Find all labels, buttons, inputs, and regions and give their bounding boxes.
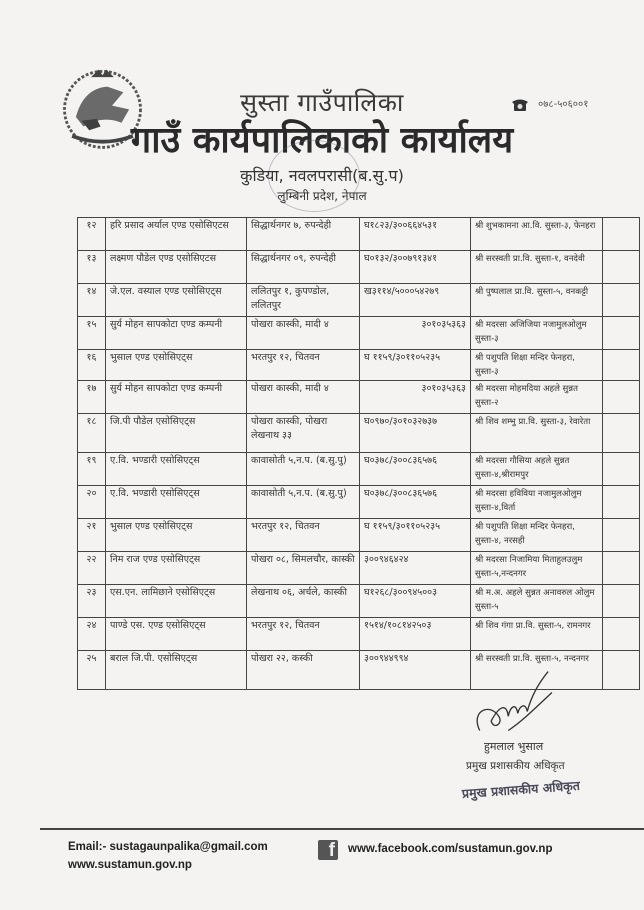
table-row bbox=[78, 519, 640, 552]
telephone-icon bbox=[512, 98, 528, 112]
auditor-name-cell: हरि प्रसाद अर्याल एण्ड एसोसिएटस bbox=[106, 218, 247, 251]
school-name-cell: श्री मदरसा मोहमदिया अहले सुन्नत सुस्ता-२ bbox=[471, 381, 603, 414]
table-row bbox=[78, 618, 640, 651]
auditor-address-cell: पोखरा कास्की, मादी ४ bbox=[247, 381, 360, 414]
school-name-cell: श्री शिव गंगा प्रा.वि. सुस्ता-५, रामनगर bbox=[471, 618, 603, 651]
table-row bbox=[78, 284, 640, 317]
table-row bbox=[78, 218, 640, 251]
table-row bbox=[78, 350, 640, 381]
serial-number-cell: १३ bbox=[78, 251, 106, 284]
remarks-cell bbox=[603, 651, 640, 690]
remarks-cell bbox=[603, 414, 640, 453]
school-name-cell: श्री पशुपति शिक्षा मन्दिर फेनहरा, सुस्ता-३ bbox=[471, 350, 603, 381]
registration-number-cell: ख३११४/५०००५४२७९ bbox=[360, 284, 471, 317]
remarks-cell bbox=[603, 284, 640, 317]
remarks-cell bbox=[603, 585, 640, 618]
registration-number-cell: घ०१३२/३००७९१३४१ bbox=[360, 251, 471, 284]
table-row bbox=[78, 453, 640, 486]
auditor-address-cell: लेखनाथ ०६, अर्चले, कास्की bbox=[247, 585, 360, 618]
registration-number-cell: घ०३७८/३००८३६५७६ bbox=[360, 453, 471, 486]
remarks-cell bbox=[603, 552, 640, 585]
auditor-address-cell: कावासोती ५,न.प. (ब.सु.पु) bbox=[247, 486, 360, 519]
address-line-1: कुडिया, नवलपरासी(ब.सु.प) bbox=[240, 166, 404, 185]
remarks-cell bbox=[603, 218, 640, 251]
auditor-address-cell: पोखरा २२, कस्की bbox=[247, 651, 360, 690]
table-row bbox=[78, 381, 640, 414]
registration-number-cell: ३००९४४९९४ bbox=[360, 651, 471, 690]
serial-number-cell: १६ bbox=[78, 350, 106, 381]
auditor-name-cell: ए.वि. भण्डारी एसोसिएट्स bbox=[106, 486, 247, 519]
auditor-name-cell: निम राज एण्ड एसोसिएट्स bbox=[106, 552, 247, 585]
signer-title: प्रमुख प्रशासकीय अधिकृत bbox=[466, 760, 565, 772]
auditor-assignment-table bbox=[77, 217, 640, 690]
serial-number-cell: १४ bbox=[78, 284, 106, 317]
school-name-cell: श्री मदरसा निजामिया मिताहुलउलुम सुस्ता-५,नन्दनगर bbox=[471, 552, 603, 585]
school-name-cell: श्री मदरसा हविविया नजामुलओलुम सुस्ता-४,विर्ता bbox=[471, 486, 603, 519]
auditor-name-cell: पाण्डे एस. एण्ड एसोसिएट्स bbox=[106, 618, 247, 651]
table-row bbox=[78, 317, 640, 350]
serial-number-cell: १२ bbox=[78, 218, 106, 251]
school-name-cell: श्री मदरसा अजिजिया नजामुलओलुम सुस्ता-३ bbox=[471, 317, 603, 350]
municipality-name: सुस्ता गाउँपालिका bbox=[240, 88, 404, 117]
remarks-cell bbox=[603, 317, 640, 350]
auditor-address-cell: सिद्धार्थनगर ७, रुपन्देही bbox=[247, 218, 360, 251]
serial-number-cell: २३ bbox=[78, 585, 106, 618]
auditor-name-cell: जे.एल. वस्याल एण्ड एसोसिएट्स bbox=[106, 284, 247, 317]
school-name-cell: श्री पुष्पलाल प्रा.वि. सुस्ता-५, वनकट्टी bbox=[471, 284, 603, 317]
auditor-address-cell: भरतपुर १२, चितवन bbox=[247, 618, 360, 651]
footer-website-link[interactable]: www.sustamun.gov.np bbox=[68, 859, 192, 871]
auditor-address-cell: ललितपुर १, कुपण्डोल, ललितपुर bbox=[247, 284, 360, 317]
phone-contact bbox=[512, 98, 588, 112]
registration-number-cell: घ१८२३/३००६६४५३१ bbox=[360, 218, 471, 251]
serial-number-cell: १७ bbox=[78, 381, 106, 414]
serial-number-cell: १८ bbox=[78, 414, 106, 453]
auditor-address-cell: कावासोती ५,न.प. (ब.सु.पु) bbox=[247, 453, 360, 486]
table-row bbox=[78, 552, 640, 585]
auditor-name-cell: भुसाल एण्ड एसोसिएट्स bbox=[106, 350, 247, 381]
auditor-address-cell: पोखरा ०८, सिमलचौर, कास्की bbox=[247, 552, 360, 585]
school-name-cell: श्री मदरसा गौसिया अहले सुन्नत सुस्ता-४,श्रीरामपुर bbox=[471, 453, 603, 486]
serial-number-cell: २१ bbox=[78, 519, 106, 552]
auditor-name-cell: भुसाल एण्ड एसोसिएट्स bbox=[106, 519, 247, 552]
table-row bbox=[78, 585, 640, 618]
address-line-2: लुम्बिनी प्रदेश, नेपाल bbox=[277, 189, 367, 203]
table-row bbox=[78, 486, 640, 519]
registration-number-cell: घ०९७०/३०१०३२७३७ bbox=[360, 414, 471, 453]
footer-email[interactable]: Email:- sustagaunpalika@gmail.com bbox=[68, 841, 268, 853]
school-name-cell: श्री शिव शम्भु प्रा.वि. सुस्ता-३, रेवारेता bbox=[471, 414, 603, 453]
registration-number-cell: घ१२६८/३००९४५००३ bbox=[360, 585, 471, 618]
table-row bbox=[78, 251, 640, 284]
handwritten-signature bbox=[468, 664, 558, 740]
auditor-address-cell: भरतपुर १२, चितवन bbox=[247, 519, 360, 552]
serial-number-cell: २५ bbox=[78, 651, 106, 690]
serial-number-cell: १९ bbox=[78, 453, 106, 486]
remarks-cell bbox=[603, 453, 640, 486]
auditor-name-cell: एस.एन. लामिछाने एसोसिएट्स bbox=[106, 585, 247, 618]
registration-number-cell: १५१४/१०८१४२५०३ bbox=[360, 618, 471, 651]
facebook-icon: f bbox=[318, 840, 338, 860]
school-name-cell: श्री सरस्वती प्रा.वि. सुस्ता-१, वनदेवी bbox=[471, 251, 603, 284]
footer-facebook-link[interactable]: www.facebook.com/sustamun.gov.np bbox=[348, 843, 553, 855]
registration-number-cell: ३००९४६४२४ bbox=[360, 552, 471, 585]
auditor-name-cell: सुर्य मोहन सापकोटा एण्ड कम्पनी bbox=[106, 381, 247, 414]
remarks-cell bbox=[603, 519, 640, 552]
auditor-name-cell: जि.पी पौडेल एसोसिएट्स bbox=[106, 414, 247, 453]
registration-number-cell: घ ११५९/३०११०५२३५ bbox=[360, 350, 471, 381]
school-name-cell: श्री सरस्वती प्रा.वि. सुस्ता-५, नन्दनगर bbox=[471, 651, 603, 690]
registration-number-cell: ३०१०३५३६३ bbox=[360, 317, 471, 350]
auditor-address-cell: पोखरा कास्की, पोखरा लेखनाथ ३३ bbox=[247, 414, 360, 453]
auditor-name-cell: सुर्य मोहन सापकोटा एण्ड कम्पनी bbox=[106, 317, 247, 350]
auditor-address-cell: पोखरा कास्की, मादी ४ bbox=[247, 317, 360, 350]
registration-number-cell: घ०३७८/३००८३६५७६ bbox=[360, 486, 471, 519]
registration-number-cell: ३०१०३५३६३ bbox=[360, 381, 471, 414]
serial-number-cell: २२ bbox=[78, 552, 106, 585]
auditor-name-cell: लक्ष्मण पौडेल एण्ड एसोसिएटस bbox=[106, 251, 247, 284]
auditor-name-cell: ए.वि. भण्डारी एसोसिएट्स bbox=[106, 453, 247, 486]
serial-number-cell: २० bbox=[78, 486, 106, 519]
designation-stamp: प्रमुख प्रशासकीय अधिकृत bbox=[461, 777, 581, 801]
remarks-cell bbox=[603, 381, 640, 414]
footer-divider bbox=[40, 828, 644, 830]
phone-number: ०७८-५०६००१ bbox=[538, 99, 589, 110]
school-name-cell: श्री म.अ. अहले सुन्नत अनावरुल ओलुम सुस्ता-५ bbox=[471, 585, 603, 618]
serial-number-cell: १५ bbox=[78, 317, 106, 350]
signer-name: हुमलाल भुसाल bbox=[484, 740, 544, 753]
remarks-cell bbox=[603, 251, 640, 284]
remarks-cell bbox=[603, 486, 640, 519]
auditor-address-cell: भरतपुर १२, चितवन bbox=[247, 350, 360, 381]
auditor-address-cell: सिद्धार्थनगर ०९, रुपन्देही bbox=[247, 251, 360, 284]
serial-number-cell: २४ bbox=[78, 618, 106, 651]
school-name-cell: श्री शुभकामना आ.वि. सुस्ता-३, फेनहरा bbox=[471, 218, 603, 251]
remarks-cell bbox=[603, 350, 640, 381]
table-row bbox=[78, 414, 640, 453]
office-title: गाउँ कार्यपालिकाको कार्यालय bbox=[130, 120, 514, 161]
school-name-cell: श्री पशुपति शिक्षा मन्दिर फेनहरा, सुस्ता-४, नरसही bbox=[471, 519, 603, 552]
auditor-name-cell: बराल जि.पी. एसोसिएट्स bbox=[106, 651, 247, 690]
registration-number-cell: घ ११५९/३०११०५२३५ bbox=[360, 519, 471, 552]
remarks-cell bbox=[603, 618, 640, 651]
